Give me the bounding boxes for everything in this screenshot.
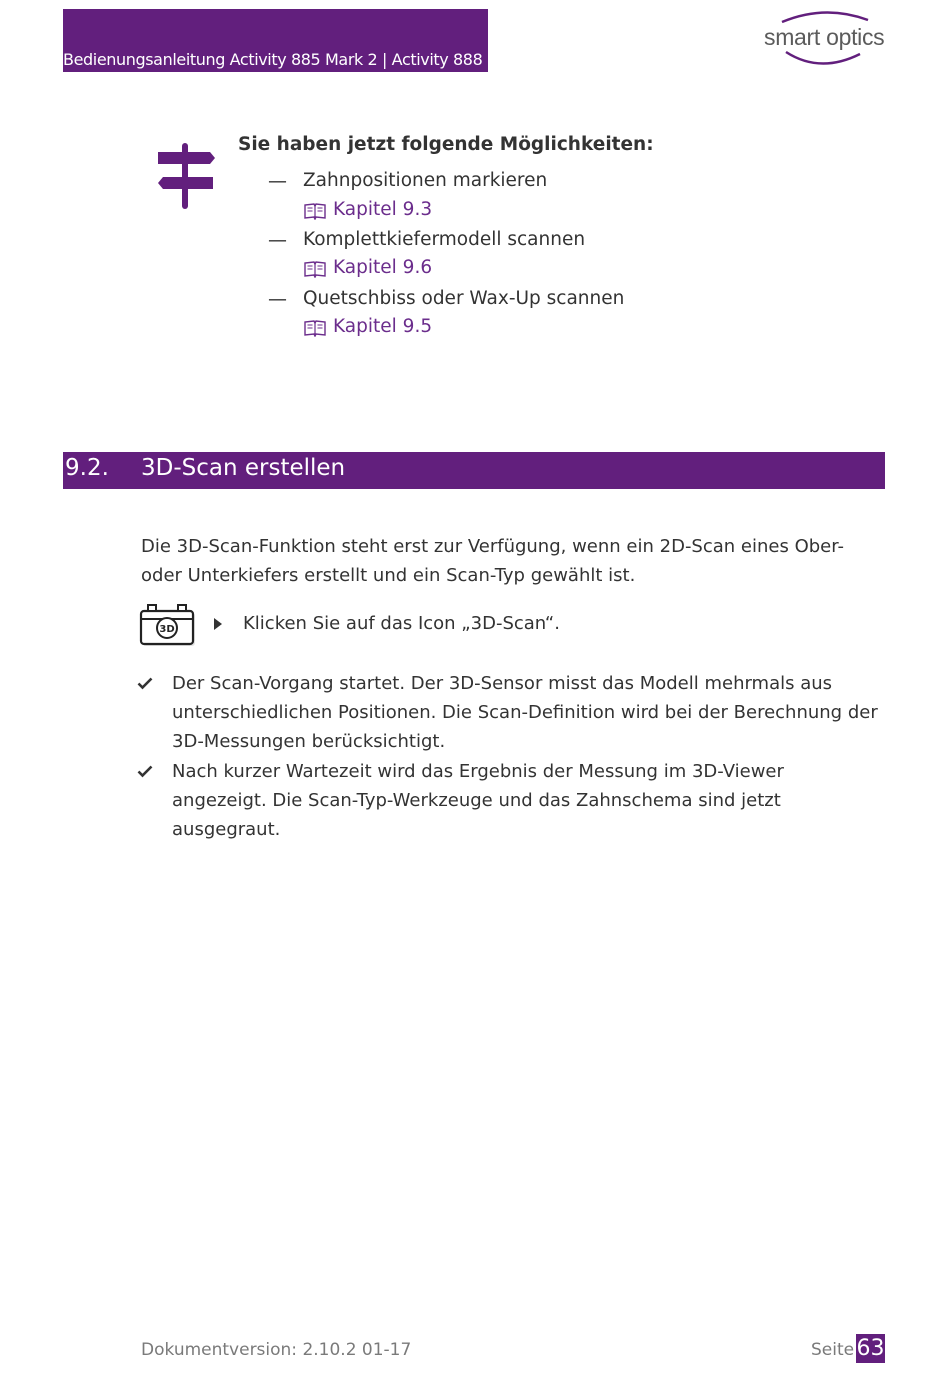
book-icon	[304, 260, 326, 278]
section-number: 9.2.	[65, 455, 109, 481]
checkmark-icon	[137, 676, 153, 690]
result-item: Der Scan-Vorgang startet. Der 3D-Sensor misst das Modell mehrmals aus unterschiedlichen Positionen. Die Scan-Definition wird bei der Berechnung der 3D-Messungen berücksichtigt.	[172, 673, 878, 752]
link-kapitel-9-3[interactable]: Kapitel 9.3	[333, 199, 433, 220]
logo-arc-top-icon	[780, 8, 870, 24]
scan-3d-icon	[139, 602, 197, 650]
section-intro: Die 3D-Scan-Funktion steht erst zur Verfügung, wenn ein 2D-Scan eines Ober- oder Unterkiefers erstellt und ein Scan-Typ gewählt ist.	[141, 536, 844, 586]
page-number: 63	[856, 1336, 885, 1361]
brand-logo: smart optics	[764, 24, 885, 50]
result-item: Nach kurzer Wartezeit wird das Ergebnis der Messung im 3D-Viewer angezeigt. Die Scan-Typ-Werkzeuge und das Zahnschema sind jetzt ausgegraut.	[172, 761, 784, 840]
option-dash: —	[268, 170, 287, 192]
link-kapitel-9-5[interactable]: Kapitel 9.5	[333, 316, 433, 337]
logo-arc-bottom-icon	[780, 48, 870, 68]
book-icon	[304, 319, 326, 337]
page-label: Seite	[811, 1340, 855, 1360]
header-title: Bedienungsanleitung Activity 885 Mark 2 | Activity 888	[63, 50, 483, 69]
book-icon	[304, 202, 326, 220]
option-komplettkiefermodell: Komplettkiefermodell scannen	[303, 229, 586, 250]
option-zahnpositionen: Zahnpositionen markieren	[303, 170, 548, 191]
option-quetschbiss: Quetschbiss oder Wax-Up scannen	[303, 288, 625, 309]
signpost-icon	[155, 143, 217, 209]
checkmark-icon	[137, 764, 153, 778]
scan-icon-label: 3D	[159, 624, 175, 635]
triangle-right-icon	[213, 617, 223, 631]
options-heading: Sie haben jetzt folgende Möglichkeiten:	[238, 134, 654, 155]
option-dash: —	[268, 229, 287, 251]
section-title: 3D-Scan erstellen	[141, 455, 346, 481]
document-version: Dokumentversion: 2.10.2 01-17	[141, 1340, 412, 1360]
step-instruction: Klicken Sie auf das Icon „3D-Scan“.	[243, 613, 560, 634]
option-dash: —	[268, 288, 287, 310]
link-kapitel-9-6[interactable]: Kapitel 9.6	[333, 257, 433, 278]
